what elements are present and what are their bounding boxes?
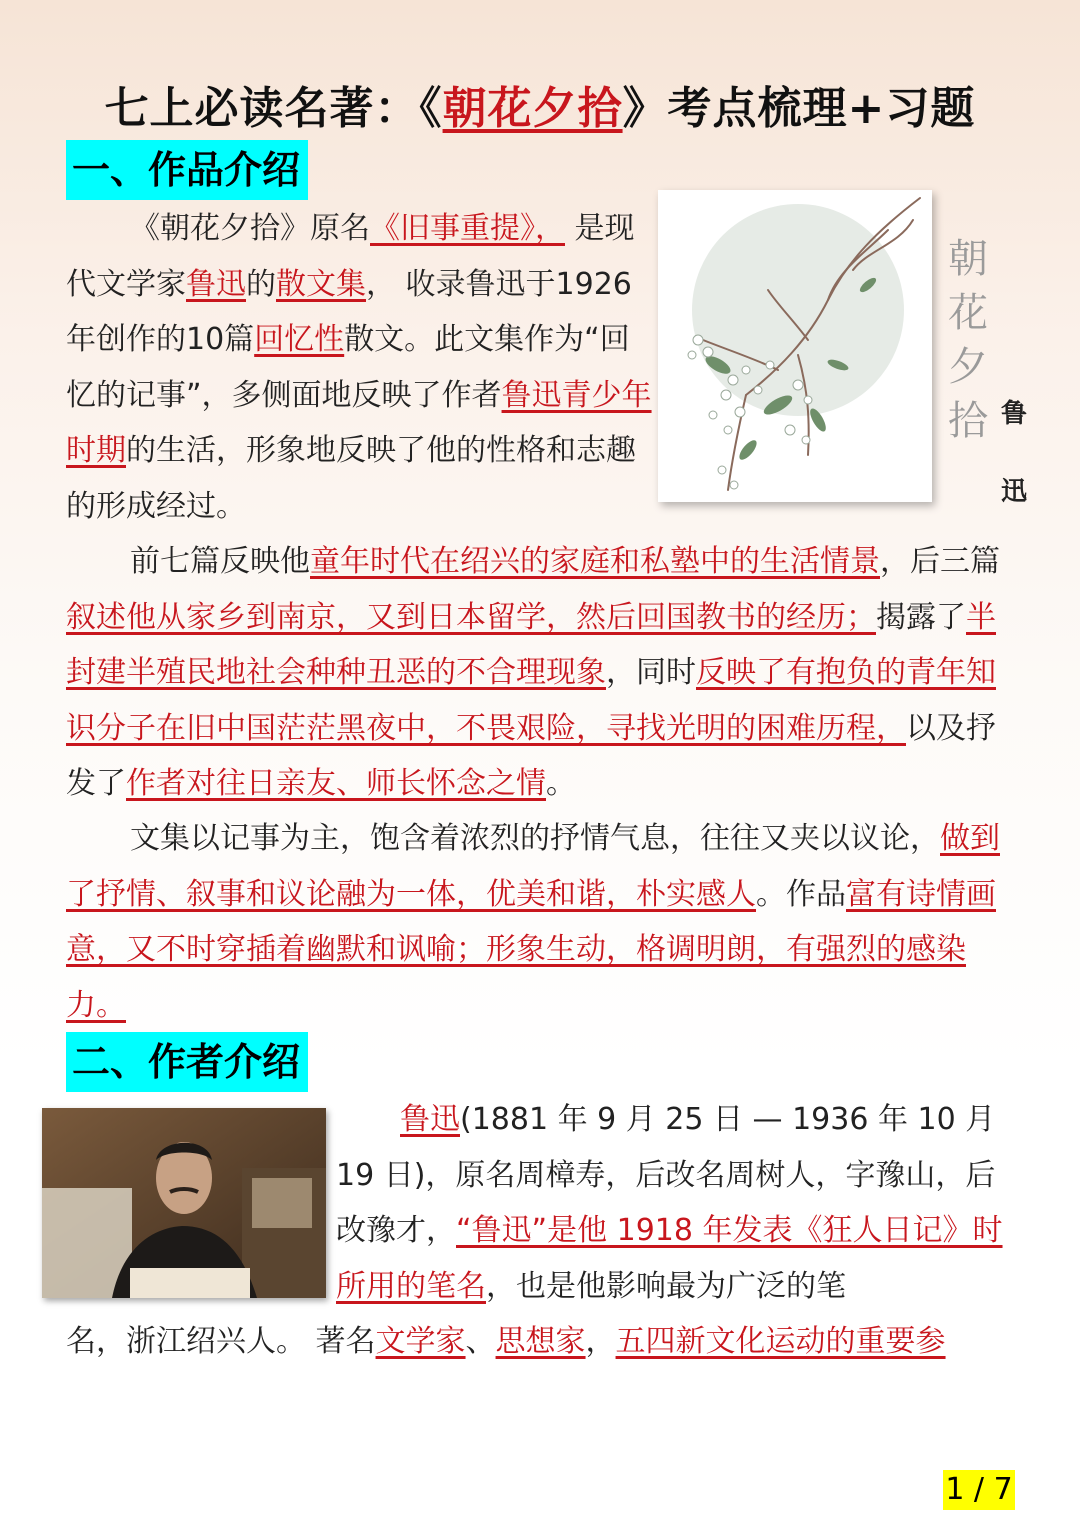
text-run: 以及抒发了: [66, 710, 996, 801]
page-title: [0, 72, 1080, 136]
highlighted-text: 文学家: [375, 1324, 466, 1359]
title-highlight: 朝花夕拾: [442, 83, 623, 134]
author-intro-paragraph-bottom: [66, 1314, 1018, 1370]
highlighted-text: 做到了抒情、叙事和议论融为一体，优美和谐，朴实感人: [66, 821, 1000, 912]
highlighted-text: 作者对往日亲友、师长怀念之情: [126, 766, 546, 801]
work-intro-paragraph-3: [66, 811, 1018, 1033]
section-heading-work-intro: 一、作品介绍: [66, 140, 308, 200]
page-number: 1 / 7: [943, 1470, 1015, 1510]
text-run: ，也是他影响最为广泛的笔: [486, 1268, 846, 1304]
title-suffix: 》考点梳理+习题: [622, 83, 976, 134]
flower-branch-illustration: [658, 190, 932, 502]
text-run: ，: [585, 1324, 616, 1359]
highlighted-text: 鲁迅: [186, 266, 246, 302]
title-prefix: 七上必读名著：《: [104, 83, 443, 134]
highlighted-text: 鲁迅青少年时期: [66, 377, 652, 468]
highlighted-text: 散文集: [276, 266, 366, 302]
rich-text: [66, 821, 1000, 1023]
text-run: 。作品: [756, 876, 846, 912]
highlighted-text: 回忆性: [254, 322, 345, 357]
highlighted-text: 半封建半殖民地社会种种丑恶的不合理现象: [66, 599, 996, 690]
highlighted-text: 思想家: [495, 1324, 586, 1359]
text-run: 文集以记事为主，饱含着浓烈的抒情气息，往往又夹以议论，: [130, 821, 940, 856]
text-run: ，同时: [606, 655, 696, 690]
highlighted-text: 五四新文化运动的重要参: [615, 1324, 946, 1359]
highlighted-text: 叙述他从家乡到南京，又到日本留学，然后回国教书的经历；: [66, 599, 876, 635]
text-run: 。: [546, 766, 576, 801]
highlighted-text: 反映了有抱负的青年知识分子在旧中国茫茫黑夜中，不畏艰险，寻找光明的困难历程，: [66, 655, 996, 746]
text-run: 揭露了: [876, 599, 966, 635]
rich-text: [66, 1324, 946, 1359]
text-run: 的生活，形象地反映了他的性格和志趣的形成经过。: [66, 433, 636, 524]
text-run: 的: [246, 266, 276, 302]
highlighted-text: 童年时代在绍兴的家庭和私塾中的生活情景: [310, 544, 880, 579]
text-run: 名，浙江绍兴人。 著名: [66, 1324, 376, 1359]
text-run: 、: [465, 1324, 496, 1359]
highlighted-text: 鲁迅: [400, 1102, 460, 1137]
section-heading-author-intro: 二、作者介绍: [66, 1032, 308, 1092]
book-title-vertical: 朝 花 夕 拾: [948, 236, 988, 444]
text-run: ， 收录鲁迅于1926 年创作的10篇: [66, 266, 632, 357]
highlighted-text: 《旧事重提》，: [370, 211, 565, 246]
highlighted-text: 富有诗情画意，又不时穿插着幽默和讽喻；形象生动，格调明朗，有强烈的感染力。: [66, 876, 996, 1023]
highlighted-text: “鲁迅”是他 1918 年发表《狂人日记》时所用的笔名: [336, 1213, 1003, 1304]
text-run: 是现代文学家: [66, 211, 635, 302]
text-run: 《朝花夕拾》原名: [130, 211, 370, 246]
work-intro-paragraph-1: [66, 201, 658, 534]
lu-xun-portrait: [42, 1108, 326, 1298]
text-run: 散文。此文集作为“回忆的记事”，多侧面地反映了作者: [66, 322, 630, 413]
text-run: 前七篇反映他: [130, 544, 310, 579]
author-intro-paragraph-top: [336, 1092, 1016, 1314]
author-name-vertical: 鲁 迅: [1000, 399, 1027, 507]
rich-text: [66, 544, 1000, 801]
text-run: (1881 年 9 月 25 日 — 1936 年 10 月 19 日)，原名周樟寿，后改名周树人，字豫山，后改豫才，: [336, 1102, 996, 1248]
rich-text: [66, 211, 652, 524]
work-intro-paragraph-2: [66, 534, 1018, 812]
text-run: ，后三篇: [880, 544, 1000, 579]
rich-text: [336, 1102, 1003, 1304]
